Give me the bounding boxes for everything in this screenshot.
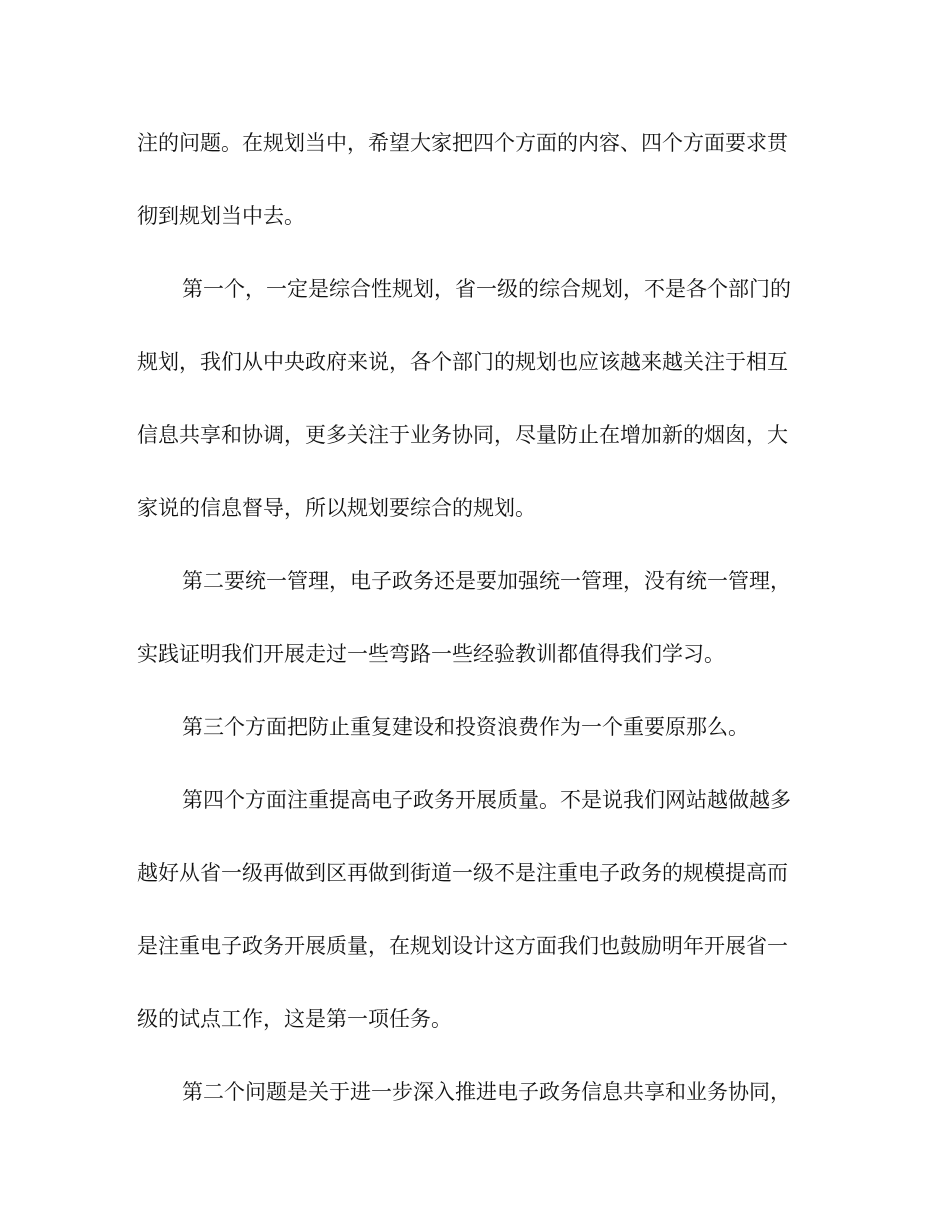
text-line-14: 第二个问题是关于进一步深入推进电子政务信息共享和业务协同， <box>182 1080 791 1104</box>
text-line-12: 是注重电子政务开展质量，在规划设计这方面我们也鼓励明年开展省一 <box>137 934 788 958</box>
text-line-7: 第二要统一管理，电子政务还是要加强统一管理，没有统一管理， <box>182 569 791 593</box>
text-line-9: 第三个方面把防止重复建设和投资浪费作为一个重要原那么。 <box>182 715 749 739</box>
text-line-2: 彻到规划当中去。 <box>137 204 305 228</box>
text-line-8: 实践证明我们开展走过一些弯路一些经验教训都值得我们学习。 <box>137 642 725 666</box>
text-line-1: 注的问题。在规划当中，希望大家把四个方面的内容、四个方面要求贯 <box>137 131 788 155</box>
text-line-11: 越好从省一级再做到区再做到街道一级不是注重电子政务的规模提高而 <box>137 861 788 885</box>
text-line-6: 家说的信息督导，所以规划要综合的规划。 <box>137 496 536 520</box>
text-line-13: 级的试点工作，这是第一项任务。 <box>137 1007 452 1031</box>
text-line-3: 第一个，一定是综合性规划，省一级的综合规划，不是各个部门的 <box>182 277 791 301</box>
text-line-10: 第四个方面注重提高电子政务开展质量。不是说我们网站越做越多 <box>182 788 791 812</box>
text-line-5: 信息共享和协调，更多关注于业务协同，尽量防止在增加新的烟囱，大 <box>137 423 788 447</box>
text-line-4: 规划，我们从中央政府来说，各个部门的规划也应该越来越关注于相互 <box>137 350 788 374</box>
